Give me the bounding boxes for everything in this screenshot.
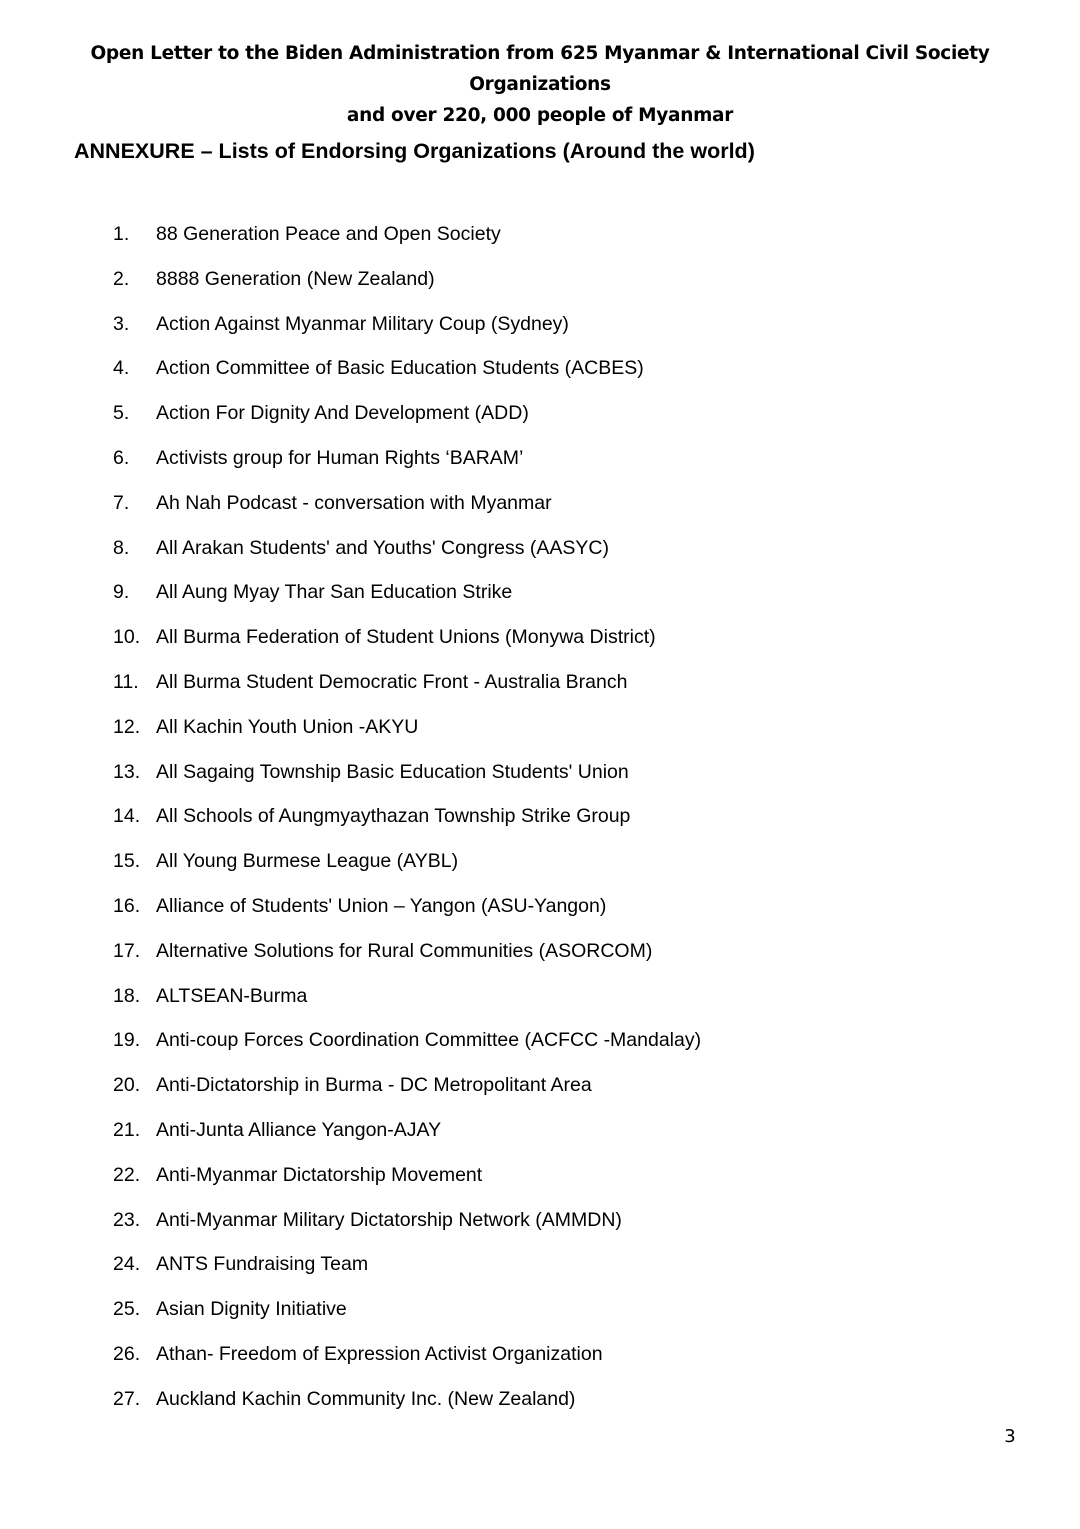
list-item-number: 4. xyxy=(113,357,130,380)
letter-title xyxy=(40,38,1040,131)
organization-name: ALTSEAN-Burma xyxy=(156,984,308,1007)
annex-heading: ANNEXURE – Lists of Endorsing Organizations (Around the world) xyxy=(74,139,755,163)
list-item-number: 19. xyxy=(113,1029,141,1052)
list-item-number: 12. xyxy=(113,715,141,738)
organization-name: All Sagaing Township Basic Education Students' Union xyxy=(156,760,629,783)
list-item-number: 2. xyxy=(113,267,130,290)
list-item-number: 22. xyxy=(113,1163,141,1186)
list-item-number: 13. xyxy=(113,760,141,783)
organization-name: 8888 Generation (New Zealand) xyxy=(156,267,435,290)
organization-name: Alliance of Students' Union – Yangon (ASU-Yangon) xyxy=(156,894,607,917)
list-item-number: 3. xyxy=(113,312,130,335)
organization-name: All Schools of Aungmyaythazan Township Strike Group xyxy=(156,805,631,828)
organization-name: Anti-coup Forces Coordination Committee (ACFCC -Mandalay) xyxy=(156,1029,702,1052)
organization-name: Athan- Freedom of Expression Activist Organization xyxy=(156,1342,603,1365)
list-item-number: 9. xyxy=(113,581,130,604)
organization-name: Anti-Myanmar Military Dictatorship Network (AMMDN) xyxy=(156,1208,622,1231)
organization-name: Action Committee of Basic Education Students (ACBES) xyxy=(156,357,644,380)
list-item-number: 21. xyxy=(113,1118,141,1141)
list-item-number: 25. xyxy=(113,1298,141,1321)
page-number: 3 xyxy=(1004,1426,1016,1447)
organization-name: All Burma Student Democratic Front - Australia Branch xyxy=(156,670,628,693)
organization-name: Auckland Kachin Community Inc. (New Zealand) xyxy=(156,1387,576,1410)
organization-name: Asian Dignity Initiative xyxy=(156,1298,347,1321)
list-item-number: 14. xyxy=(113,805,141,828)
list-item-number: 15. xyxy=(113,850,141,873)
list-item-number: 10. xyxy=(113,626,141,649)
organization-name: Action Against Myanmar Military Coup (Sydney) xyxy=(156,312,569,335)
organization-name: All Arakan Students' and Youths' Congress (AASYC) xyxy=(156,536,609,559)
list-item-number: 17. xyxy=(113,939,141,962)
list-item-number: 8. xyxy=(113,536,130,559)
organization-name: Anti-Dictatorship in Burma - DC Metropolitant Area xyxy=(156,1074,592,1097)
organization-name: Ah Nah Podcast - conversation with Myanmar xyxy=(156,491,552,514)
list-item-number: 16. xyxy=(113,894,141,917)
list-item-number: 27. xyxy=(113,1387,141,1410)
organization-name: All Kachin Youth Union -AKYU xyxy=(156,715,419,738)
organization-name: All Young Burmese League (AYBL) xyxy=(156,850,459,873)
letter-title-line-2: and over 220, 000 people of Myanmar xyxy=(346,105,734,126)
list-item-number: 24. xyxy=(113,1253,141,1276)
organization-name: All Aung Myay Thar San Education Strike xyxy=(156,581,513,604)
organization-name: ANTS Fundraising Team xyxy=(156,1253,369,1276)
organization-name: All Burma Federation of Student Unions (Monywa District) xyxy=(156,626,656,649)
organization-name: 88 Generation Peace and Open Society xyxy=(156,223,501,245)
list-item-number: 7. xyxy=(113,491,130,514)
list-item-number: 11. xyxy=(113,670,139,693)
list-item-number: 20. xyxy=(113,1074,141,1097)
list-item-number: 18. xyxy=(113,984,141,1007)
list-item-number: 23. xyxy=(113,1208,141,1231)
organization-name: Activists group for Human Rights ‘BARAM’ xyxy=(156,446,524,469)
list-item-number: 1. xyxy=(113,223,130,245)
list-item-number: 26. xyxy=(113,1342,141,1365)
organization-name: Anti-Junta Alliance Yangon-AJAY xyxy=(156,1118,442,1141)
organization-name: Alternative Solutions for Rural Communities (ASORCOM) xyxy=(156,939,653,962)
organization-name: Action For Dignity And Development (ADD) xyxy=(156,402,529,425)
list-item-number: 6. xyxy=(113,446,130,469)
organization-name: Anti-Myanmar Dictatorship Movement xyxy=(156,1163,483,1186)
list-item-number: 5. xyxy=(113,402,130,425)
letter-title-line-1: Open Letter to the Biden Administration from 625 Myanmar & International Civil Society Organizations xyxy=(90,43,990,95)
